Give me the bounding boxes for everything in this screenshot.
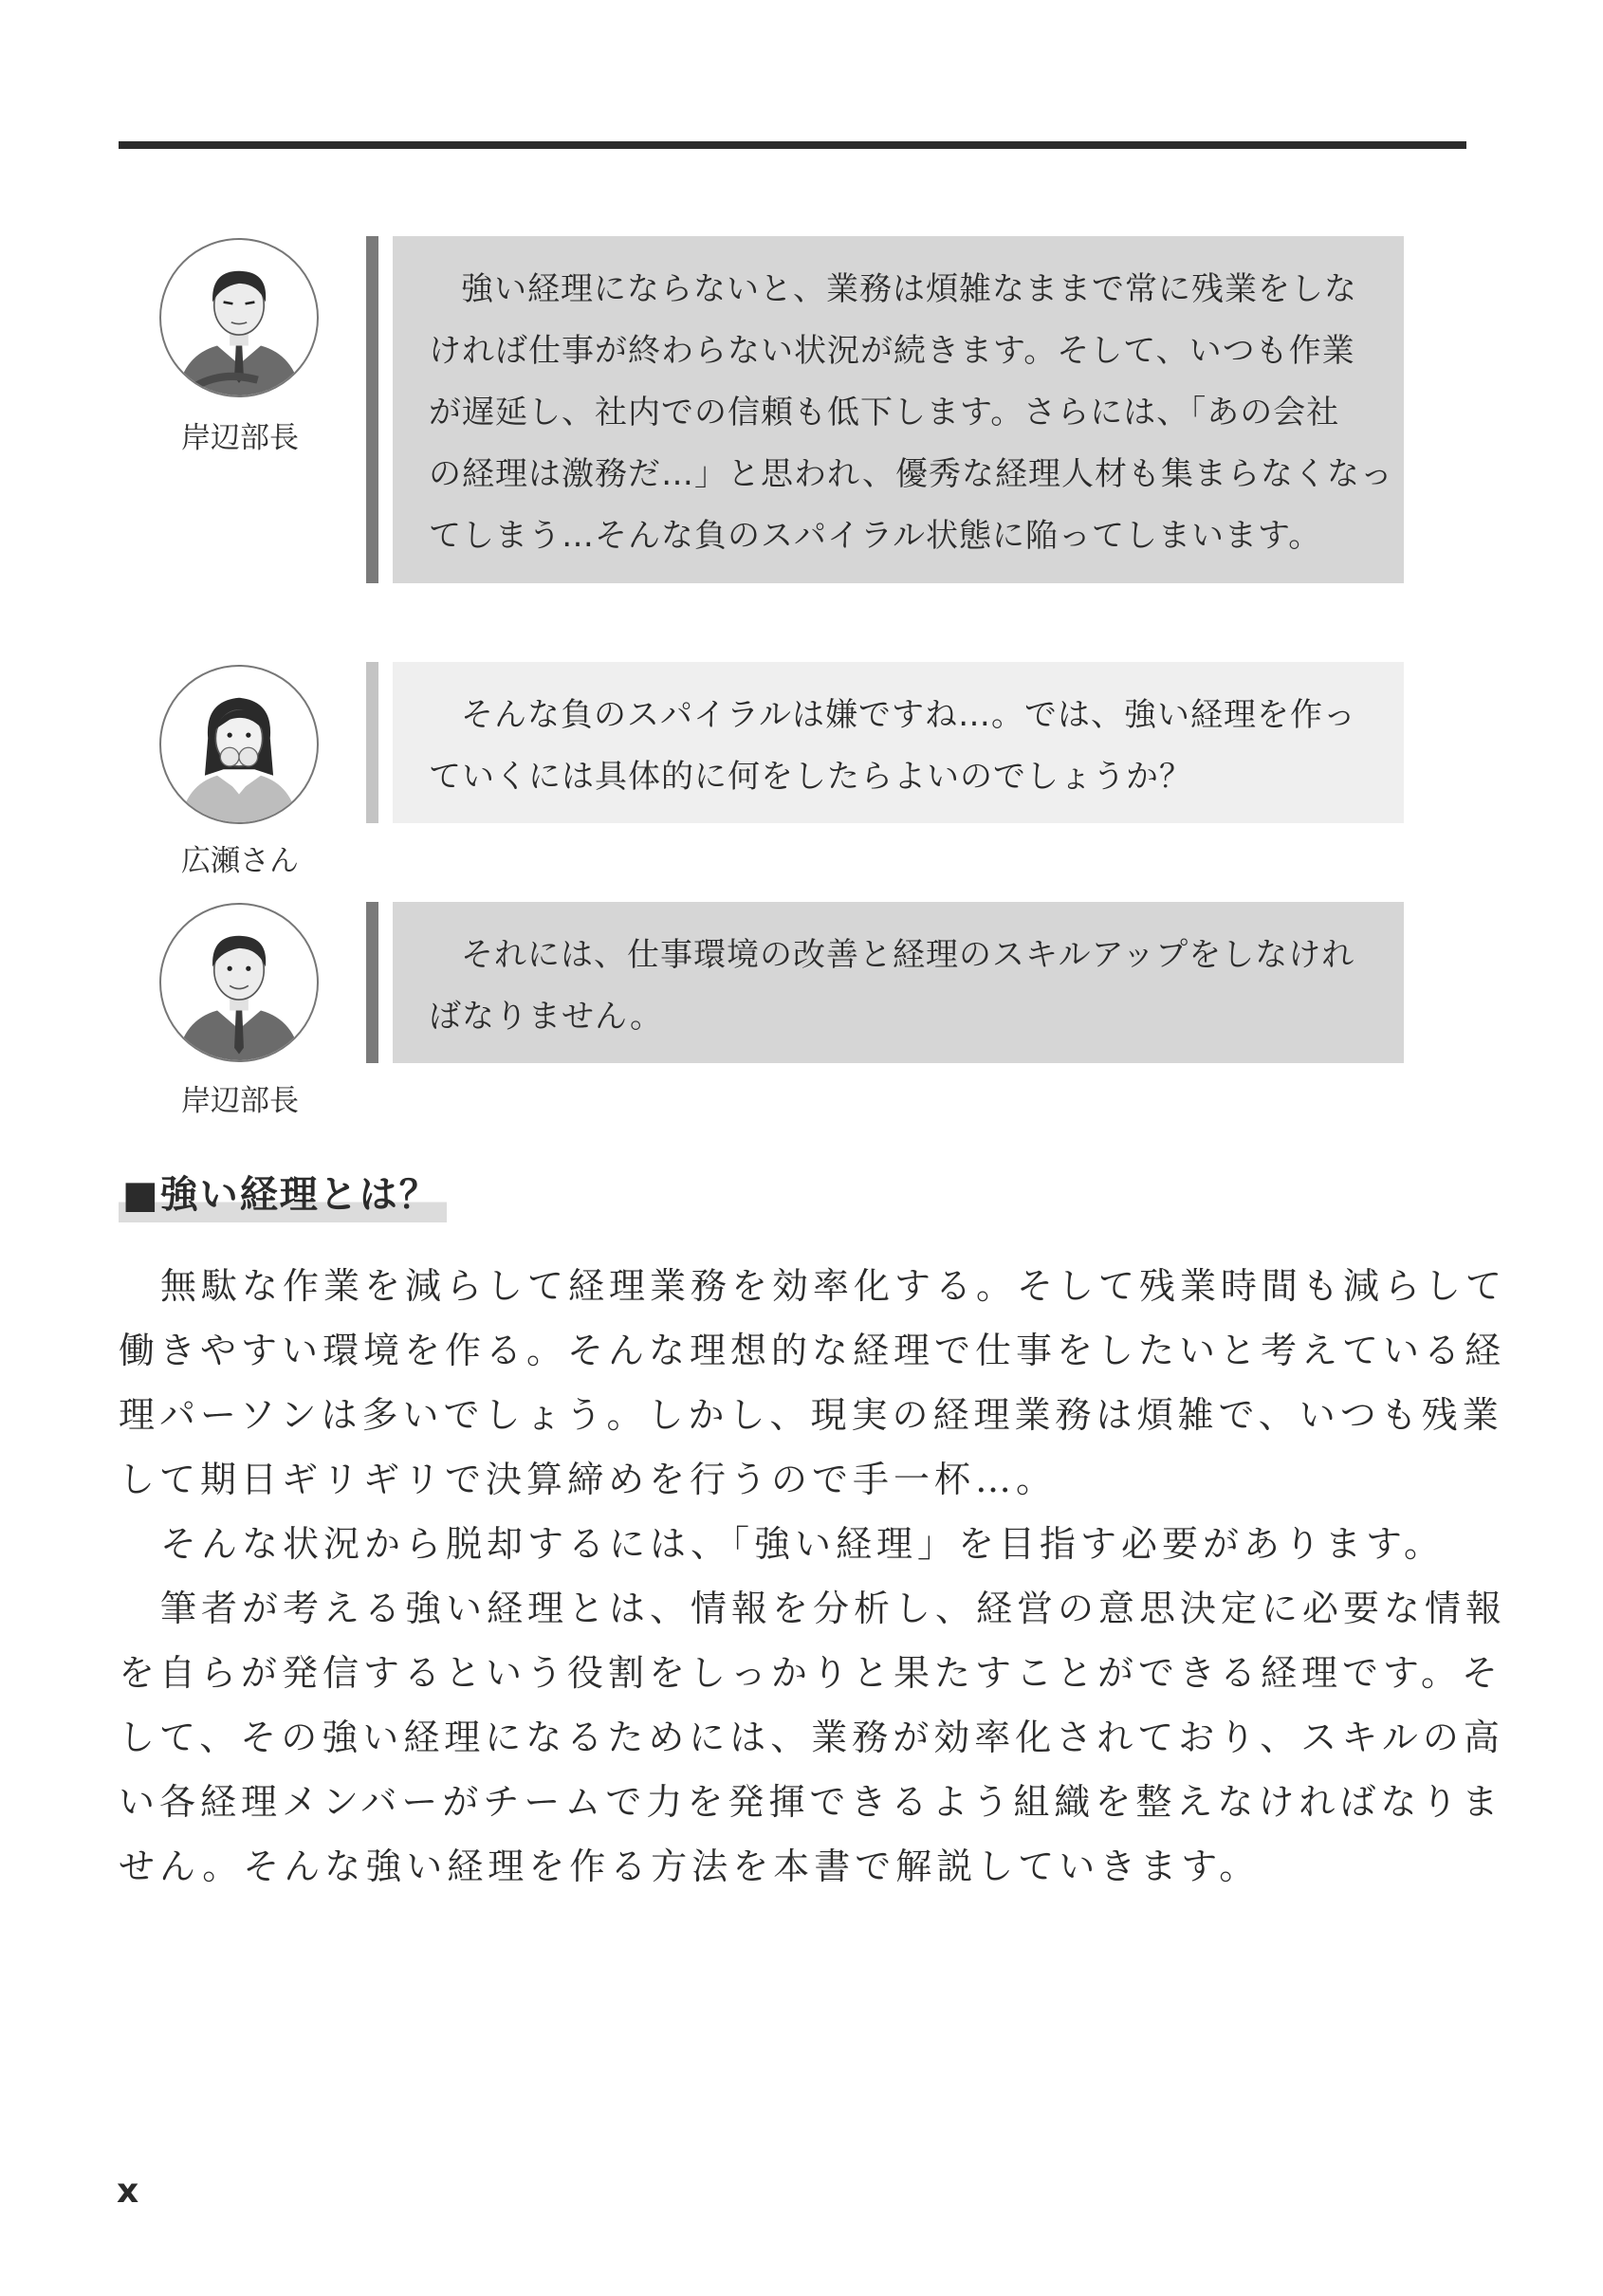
body-line: 筆者が考える強い経理とは、情報を分析し、経営の意思決定に必要な情報: [160, 1588, 1507, 1629]
body-text: [119, 1254, 1507, 1899]
bubble-line: それには、仕事環境の改善と経理のスキルアップをしなけれ: [461, 936, 1355, 974]
speaker-name: 岸辺部長: [181, 1084, 299, 1118]
bubble-line: ていくには具体的に何をしたらよいのでしょうか？: [429, 758, 1192, 796]
bubble-accent-bar: [366, 662, 378, 823]
body-line: 働きやすい環境を作る。そんな理想的な経理で仕事をしたいと考えている経: [119, 1330, 1506, 1371]
bubble-accent-bar: [366, 902, 378, 1063]
body-line: して期日ギリギリで決算締めを行うので手一杯…。: [119, 1459, 1058, 1500]
body-line: を自らが発信するという役割をしっかりと果たすことができる経理です。そ: [119, 1652, 1502, 1694]
body-line: い各経理メンバーがチームで力を発揮できるよう組織を整えなければなりま: [119, 1781, 1503, 1823]
page-number: x: [117, 2172, 139, 2211]
speech-bubble: [393, 662, 1404, 823]
section-heading: ■強い経理とは？: [119, 1165, 447, 1222]
body-line: せん。そんな強い経理を作る方法を本書で解説していきます。: [119, 1846, 1261, 1887]
speaker-name: 広瀬さん: [181, 844, 299, 878]
body-line: 無駄な作業を減らして経理業務を効率化する。そして残業時間も減らして: [160, 1265, 1507, 1307]
body-line: 理パーソンは多いでしょう。しかし、現実の経理業務は煩雑で、いつも残業: [119, 1394, 1503, 1436]
body-line: そんな状況から脱却するには、「強い経理」を目指す必要があります。: [160, 1523, 1445, 1565]
bubble-line: ばなりません。: [429, 998, 664, 1036]
bubble-line: 強い経理にならないと、業務は煩雑なままで常に残業をしな: [461, 270, 1357, 308]
bubble-line: の経理は激務だ…」と思われ、優秀な経理人材も集まらなくなっ: [429, 455, 1394, 493]
woman-avatar-icon: [159, 665, 319, 824]
speech-bubble: [393, 236, 1404, 583]
top-rule: [119, 141, 1466, 149]
bubble-line: てしまう…そんな負のスパイラル状態に陥ってしまいます。: [429, 517, 1322, 555]
bubble-line: そんな負のスパイラルは嫌ですね…。では、強い経理を作っ: [461, 696, 1356, 734]
manager-avatar-icon: [159, 238, 319, 397]
manager-avatar-icon: [159, 903, 319, 1062]
bubble-accent-bar: [366, 236, 378, 583]
bubble-line: が遅延し、社内での信頼も低下します。さらには、「あの会社: [429, 394, 1340, 432]
speaker-name: 岸辺部長: [181, 421, 299, 455]
bubble-line: ければ仕事が終わらない状況が続きます。そして、いつも作業: [429, 332, 1355, 370]
speech-bubble: [393, 902, 1404, 1063]
body-line: して、その強い経理になるためには、業務が効率化されており、スキルの高: [119, 1717, 1504, 1758]
